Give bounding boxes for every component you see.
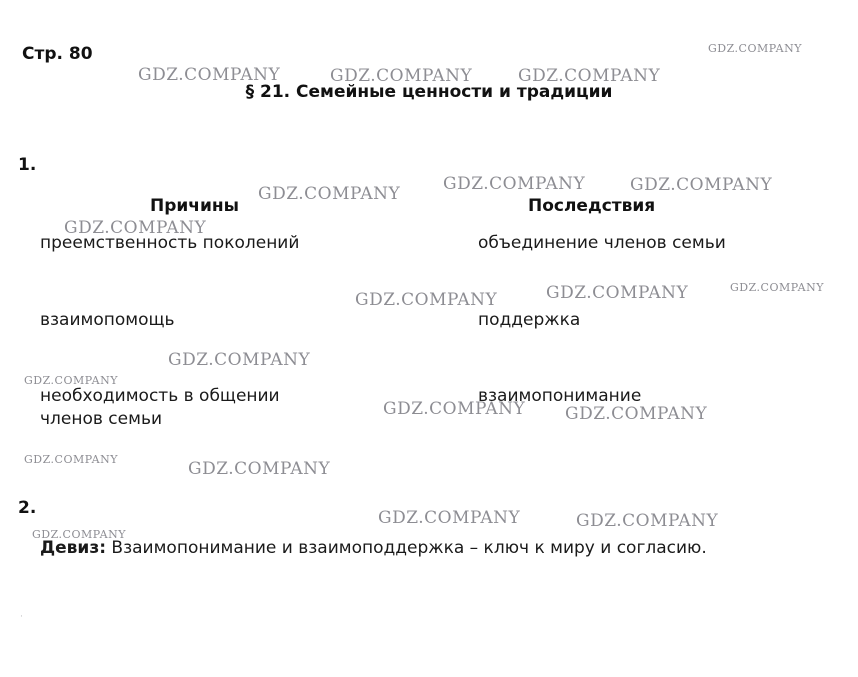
watermark-text: GDZ.COMPANY [378, 508, 521, 528]
effect-cell-3: взаимопонимание [478, 386, 642, 406]
task-2-number: 2. [18, 498, 37, 518]
effect-cell-2: поддержка [478, 310, 581, 330]
watermark-text: GDZ.COMPANY [188, 459, 331, 479]
watermark-text: GDZ.COMPANY [565, 404, 708, 424]
watermark-text: GDZ.COMPANY [518, 66, 661, 86]
section-title: § 21. Семейные ценности и традиции [245, 82, 613, 102]
column-header-causes: Причины [150, 196, 240, 216]
motto-label: Девиз: [40, 538, 107, 558]
effect-cell-1: объединение членов семьи [478, 233, 726, 253]
cause-cell-2: взаимопомощь [40, 310, 175, 330]
motto-line [40, 538, 707, 558]
watermark-text: GDZ.COMPANY [730, 281, 824, 294]
watermark-text: GDZ.COMPANY [708, 42, 802, 55]
watermark-text: GDZ.COMPANY [630, 175, 773, 195]
watermark-text: GDZ.COMPANY [576, 511, 719, 531]
watermark-text: GDZ.COMPANY [355, 290, 498, 310]
watermark-text: GDZ.COMPANY [64, 218, 207, 238]
watermark-text: GDZ.COMPANY [32, 528, 126, 541]
watermark-text: GDZ.COMPANY [24, 374, 118, 387]
cause-cell-1: преемственность поколений [40, 233, 300, 253]
motto-text: Взаимопонимание и взаимоподдержка – ключ к миру и согласию. [106, 538, 707, 558]
watermark-text: GDZ.COMPANY [168, 350, 311, 370]
watermark-text: GDZ.COMPANY [258, 184, 401, 204]
watermark-text: GDZ.COMPANY [383, 399, 526, 419]
task-1-number: 1. [18, 155, 37, 175]
page-edge-mark: · [20, 612, 23, 622]
watermark-text: GDZ.COMPANY [443, 174, 586, 194]
cause-cell-3: необходимость в общении членов семьи [40, 386, 280, 429]
watermark-text: GDZ.COMPANY [138, 65, 281, 85]
column-header-effects: Последствия [528, 196, 656, 216]
watermark-text: GDZ.COMPANY [330, 66, 473, 86]
watermark-text: GDZ.COMPANY [546, 283, 689, 303]
watermark-text: GDZ.COMPANY [24, 453, 118, 466]
page-number: Стр. 80 [22, 44, 93, 64]
